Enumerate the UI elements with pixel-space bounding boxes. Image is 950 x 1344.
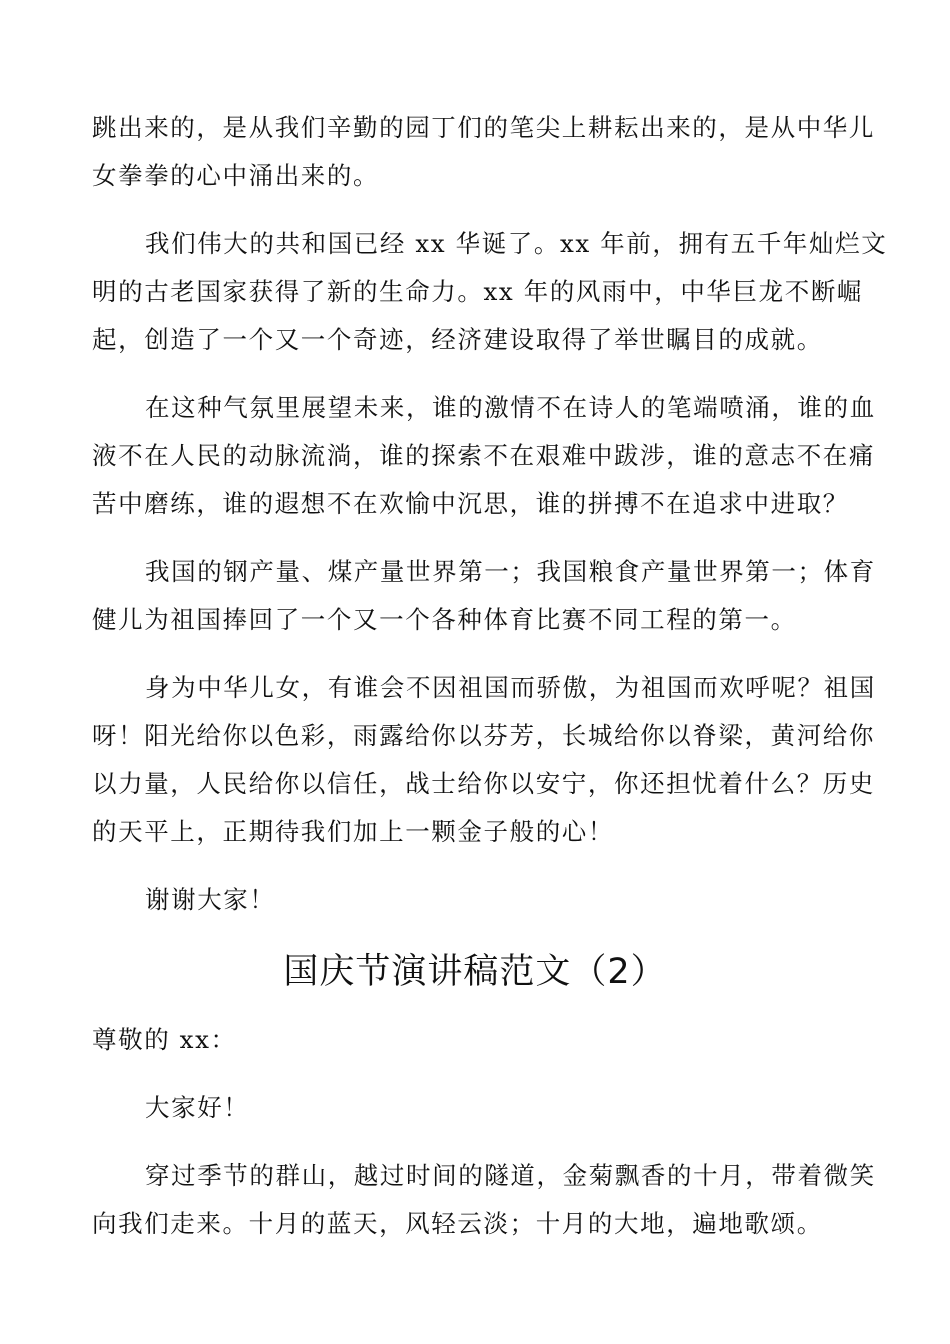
paragraph-line: 女拳拳的心中涌出来的。 [92,161,380,190]
paragraph-line: 呀！阳光给你以色彩，雨露给你以芬芳，长城给你以脊梁，黄河给你 [92,721,875,750]
paragraph-line: 我们伟大的共和国已经 xx 华诞了。xx 年前，拥有五千年灿烂文 [145,229,888,258]
paragraph-line: 穿过季节的群山，越过时间的隧道，金菊飘香的十月，带着微笑 [145,1161,876,1190]
section-title: 国庆节演讲稿范文（2） [283,952,667,992]
paragraph-line: 的天平上，正期待我们加上一颗金子般的心！ [92,817,614,846]
paragraph-line: 液不在人民的动脉流淌，谁的探索不在艰难中跋涉，谁的意志不在痛 [92,441,875,470]
paragraph-line: 以力量，人民给你以信任，战士给你以安宁，你还担忧着什么？历史 [92,769,875,798]
paragraph-line: 跳出来的，是从我们辛勤的园丁们的笔尖上耕耘出来的，是从中华儿 [92,113,875,142]
paragraph-line: 健儿为祖国捧回了一个又一个各种体育比赛不同工程的第一。 [92,605,797,634]
paragraph-line: 谢谢大家！ [145,885,276,914]
paragraph-line: 起，创造了一个又一个奇迹，经济建设取得了举世瞩目的成就。 [92,325,823,354]
paragraph-line: 苦中磨练，谁的遐想不在欢愉中沉思，谁的拼搏不在追求中进取？ [92,489,849,518]
salutation: 尊敬的 xx： [92,1025,237,1054]
paragraph-line: 在这种气氛里展望未来，谁的激情不在诗人的笔端喷涌，谁的血 [145,393,876,422]
paragraph-line: 明的古老国家获得了新的生命力。xx 年的风雨中，中华巨龙不断崛 [92,277,864,306]
paragraph-line: 向我们走来。十月的蓝天，风轻云淡；十月的大地，遍地歌颂。 [92,1209,823,1238]
paragraph-line: 身为中华儿女，有谁会不因祖国而骄傲，为祖国而欢呼呢？祖国 [145,673,876,702]
paragraph-line: 我国的钢产量、煤产量世界第一；我国粮食产量世界第一；体育 [145,557,876,586]
greeting: 大家好！ [145,1093,250,1122]
